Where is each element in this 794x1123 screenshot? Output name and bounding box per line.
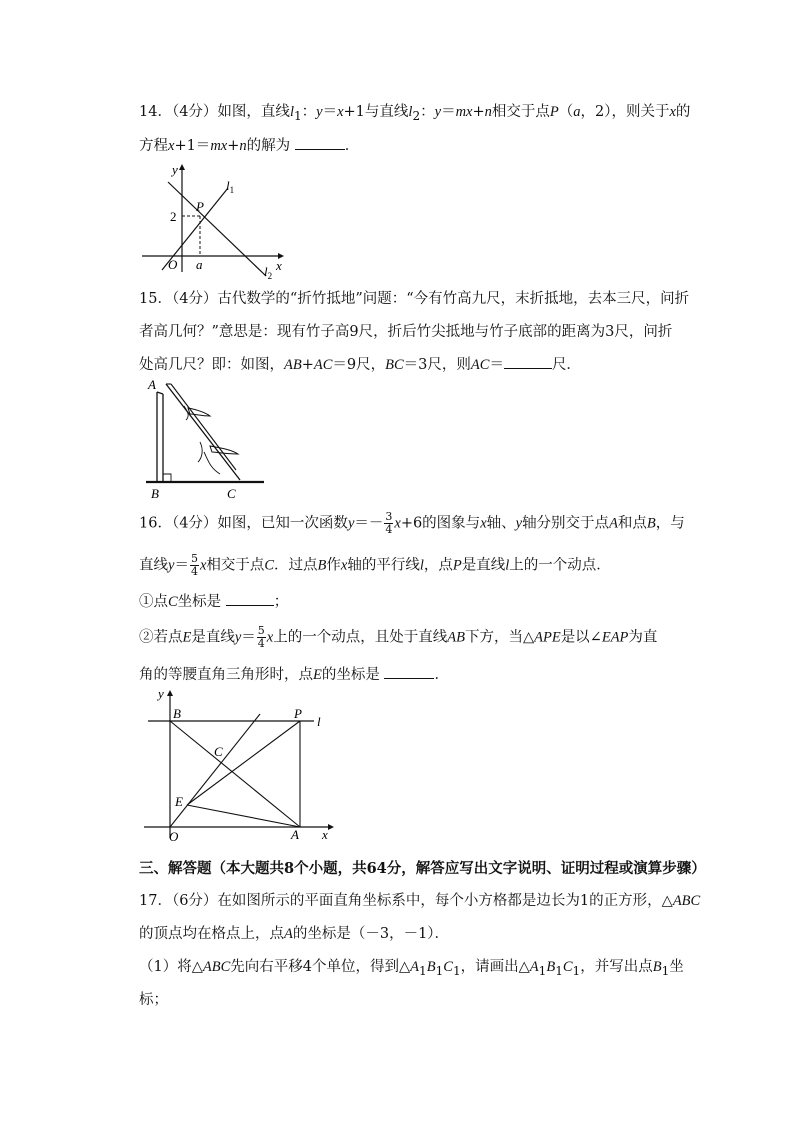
q16-figure — [140, 684, 340, 844]
fig14-x-label: x — [276, 258, 282, 273]
q16-line-5: 角的等腰直角三角形时，点E的坐标是 ． — [139, 664, 449, 685]
fig16-e-label: E — [175, 794, 183, 809]
fraction-5-4-b: $\frac{5}{4}$ — [257, 624, 265, 650]
fig16-l-label: l — [317, 714, 321, 729]
q14-answer-blank[interactable] — [295, 135, 345, 150]
leaf-3 — [210, 446, 238, 454]
leaf-5 — [204, 452, 220, 474]
segment-EA — [187, 805, 300, 827]
q14-line-1: 14．（4分）如图，直线$l_1$：y＝x+1与直线$l_2$：y＝mx+n相交于点P（a，2），则关于x的 — [139, 104, 691, 123]
fig14-y-label: y — [172, 162, 178, 177]
fig14-l2-label: $l_2$ — [264, 264, 273, 281]
q14-line-2: 方程x+1＝mx+n的解为 ． — [139, 135, 359, 156]
fig16-origin: O — [169, 829, 179, 844]
leaf-4 — [198, 442, 202, 462]
fig16-b-label: B — [173, 706, 181, 721]
fig16-a-label: A — [291, 827, 299, 842]
q17-line-1: 17．（6分）在如图所示的平面直角坐标系中，每个小方格都是边长为1的正方形，△ABC — [139, 893, 701, 909]
fraction-3-4: $\frac{3}{4}$ — [385, 510, 393, 536]
q15-line-2: 者高几何？”意思是：现有竹子高9尺，折后竹尖抵地与竹子底部的距离为3尺，问折 — [139, 324, 673, 340]
q16-answer-blank-1[interactable] — [226, 591, 274, 606]
broken-part-outer — [166, 384, 240, 480]
right-angle-mark — [163, 474, 171, 482]
bamboo-top — [157, 392, 163, 394]
fig14-tick-2: 2 — [170, 209, 177, 224]
fig16-c-label: C — [214, 744, 223, 759]
fig16-y-label: y — [158, 686, 164, 701]
q15-line-1: 15．（4分）古代数学的“折竹抵地”问题：“今有竹高九尺，末折抵地，去本三尺，问折 — [139, 291, 690, 307]
q16-line-1: 16．（4分）如图，已知一次函数y＝－ $\frac{3}{4}$ x+6的图象与x轴、y轴分别交于点A和点B，与 — [139, 510, 685, 536]
x-axis-arrow — [328, 824, 334, 830]
fig16-x-label: x — [322, 827, 328, 842]
section-3-heading: 三、解答题（本大题共8个小题，共64分，解答应写出文字说明、证明过程或演算步骤） — [139, 860, 706, 877]
fig14-l1-label: $l_1$ — [226, 178, 235, 195]
y-axis-arrow — [167, 690, 173, 696]
fraction-5-4: $\frac{5}{4}$ — [190, 552, 198, 578]
line-l2 — [168, 182, 266, 276]
q17-line-3: （1）将△ABC先向右平移4个单位，得到$\triangle A_1B_1C_1$，请画出$\triangle A_1B_1C_1$，并写出点$B_1$坐 — [139, 959, 684, 978]
fig15-c-label: C — [227, 486, 236, 501]
line-AB — [170, 721, 300, 827]
q16-answer-blank-2[interactable] — [384, 664, 434, 679]
fig15-b-label: B — [151, 486, 159, 501]
q15-line-3: 处高几尺？即：如图，AB+AC＝9尺，BC＝3尺，则AC＝ 尺． — [139, 354, 581, 375]
q17-line-2: 的顶点均在格点上，点A的坐标是（－3，－1）． — [139, 926, 450, 942]
q14-figure — [138, 160, 288, 280]
q17-line-4: 标； — [139, 992, 168, 1008]
fig14-origin: O — [168, 257, 178, 272]
q15-figure — [140, 376, 270, 501]
q16-line-4: ②若点E是直线y＝ $\frac{5}{4}$ x上的一个动点，且处于直线AB下方，当△APE是以∠EAP为直 — [139, 624, 658, 650]
leaf-1 — [188, 408, 210, 416]
y-axis-arrow — [179, 164, 185, 170]
q15-answer-blank[interactable] — [504, 354, 552, 369]
broken-part-inner — [171, 384, 236, 470]
fig16-p-label: P — [294, 706, 302, 721]
fig14-a-label: a — [196, 257, 203, 272]
segment-EP — [187, 721, 300, 805]
q16-line-2: 直线y＝ $\frac{5}{4}$ x相交于点C．过点B作x轴的平行线l，点P是直线l上的一个动点． — [139, 552, 611, 578]
q16-line-3: ①点C坐标是 ； — [139, 591, 288, 612]
fig15-a-label: A — [148, 377, 156, 392]
fig14-p-label: P — [196, 199, 204, 214]
